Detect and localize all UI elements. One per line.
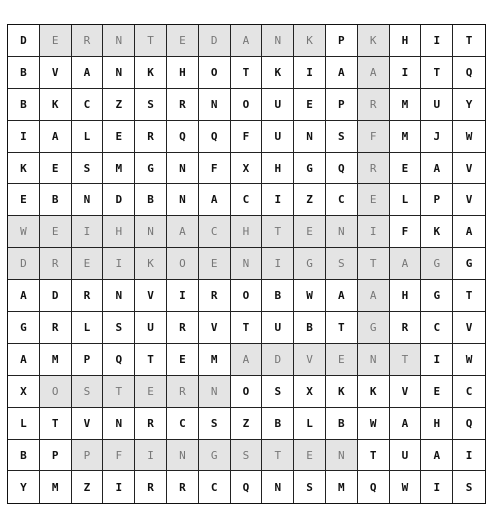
letter-cell[interactable]: R: [199, 280, 231, 312]
letter-cell[interactable]: N: [262, 471, 294, 503]
letter-cell[interactable]: N: [103, 408, 135, 440]
letter-cell[interactable]: R: [167, 376, 199, 408]
word-search-grid: [7, 24, 486, 504]
letter-cell[interactable]: G: [421, 280, 453, 312]
letter-cell[interactable]: R: [167, 312, 199, 344]
letter-cell[interactable]: J: [421, 121, 453, 153]
letter-cell[interactable]: N: [167, 184, 199, 216]
letter-cell[interactable]: G: [421, 248, 453, 280]
letter-cell[interactable]: X: [231, 153, 263, 185]
letter-cell[interactable]: O: [231, 376, 263, 408]
letter-cell[interactable]: O: [40, 376, 72, 408]
letter-cell[interactable]: Q: [326, 153, 358, 185]
letter-cell[interactable]: B: [294, 312, 326, 344]
letter-cell[interactable]: E: [40, 25, 72, 57]
letter-cell[interactable]: W: [453, 344, 485, 376]
letter-cell[interactable]: C: [167, 408, 199, 440]
letter-cell[interactable]: T: [231, 312, 263, 344]
letter-cell[interactable]: E: [326, 344, 358, 376]
letter-cell[interactable]: I: [167, 280, 199, 312]
letter-cell[interactable]: R: [358, 89, 390, 121]
letter-cell[interactable]: Z: [294, 184, 326, 216]
letter-cell[interactable]: C: [199, 471, 231, 503]
letter-cell[interactable]: T: [262, 440, 294, 472]
letter-cell[interactable]: A: [40, 121, 72, 153]
letter-cell[interactable]: M: [390, 121, 422, 153]
letter-cell[interactable]: K: [135, 57, 167, 89]
letter-cell[interactable]: R: [40, 312, 72, 344]
letter-cell[interactable]: B: [262, 408, 294, 440]
letter-cell[interactable]: H: [421, 408, 453, 440]
letter-cell[interactable]: I: [72, 216, 104, 248]
letter-cell[interactable]: I: [135, 440, 167, 472]
letter-cell[interactable]: B: [262, 280, 294, 312]
letter-cell[interactable]: O: [231, 89, 263, 121]
letter-cell[interactable]: A: [390, 408, 422, 440]
letter-cell[interactable]: E: [199, 248, 231, 280]
letter-cell[interactable]: I: [390, 57, 422, 89]
letter-cell[interactable]: B: [40, 184, 72, 216]
letter-cell[interactable]: S: [72, 376, 104, 408]
letter-cell[interactable]: X: [8, 376, 40, 408]
letter-cell[interactable]: S: [326, 248, 358, 280]
letter-cell[interactable]: N: [103, 57, 135, 89]
letter-cell[interactable]: M: [326, 471, 358, 503]
letter-cell[interactable]: T: [231, 57, 263, 89]
letter-cell[interactable]: N: [326, 216, 358, 248]
letter-cell[interactable]: H: [167, 57, 199, 89]
letter-cell[interactable]: F: [103, 440, 135, 472]
letter-cell[interactable]: R: [167, 89, 199, 121]
letter-cell[interactable]: G: [8, 312, 40, 344]
letter-cell[interactable]: M: [103, 153, 135, 185]
letter-cell[interactable]: I: [358, 216, 390, 248]
letter-cell[interactable]: S: [103, 312, 135, 344]
letter-cell[interactable]: A: [421, 440, 453, 472]
letter-cell[interactable]: P: [72, 440, 104, 472]
letter-cell[interactable]: S: [72, 153, 104, 185]
letter-cell[interactable]: G: [358, 312, 390, 344]
letter-cell[interactable]: E: [135, 376, 167, 408]
letter-cell[interactable]: V: [390, 376, 422, 408]
letter-cell[interactable]: S: [453, 471, 485, 503]
letter-cell[interactable]: R: [72, 280, 104, 312]
letter-cell[interactable]: Z: [72, 471, 104, 503]
letter-cell[interactable]: R: [135, 121, 167, 153]
letter-cell[interactable]: E: [358, 184, 390, 216]
letter-cell[interactable]: U: [390, 440, 422, 472]
letter-cell[interactable]: S: [326, 121, 358, 153]
letter-cell[interactable]: C: [199, 216, 231, 248]
letter-cell[interactable]: G: [294, 153, 326, 185]
letter-cell[interactable]: I: [421, 25, 453, 57]
letter-cell[interactable]: E: [40, 216, 72, 248]
letter-cell[interactable]: E: [40, 153, 72, 185]
letter-cell[interactable]: N: [72, 184, 104, 216]
letter-cell[interactable]: W: [358, 408, 390, 440]
letter-cell[interactable]: M: [199, 344, 231, 376]
letter-cell[interactable]: H: [390, 280, 422, 312]
letter-cell[interactable]: S: [262, 376, 294, 408]
letter-cell[interactable]: E: [72, 248, 104, 280]
letter-cell[interactable]: H: [103, 216, 135, 248]
letter-cell[interactable]: T: [40, 408, 72, 440]
letter-cell[interactable]: T: [103, 376, 135, 408]
letter-cell[interactable]: G: [294, 248, 326, 280]
letter-cell[interactable]: T: [135, 25, 167, 57]
letter-cell[interactable]: X: [294, 376, 326, 408]
letter-cell[interactable]: T: [358, 248, 390, 280]
letter-cell[interactable]: V: [135, 280, 167, 312]
letter-cell[interactable]: G: [453, 248, 485, 280]
letter-cell[interactable]: M: [390, 89, 422, 121]
letter-cell[interactable]: M: [40, 344, 72, 376]
letter-cell[interactable]: A: [72, 57, 104, 89]
letter-cell[interactable]: S: [294, 471, 326, 503]
letter-cell[interactable]: A: [326, 57, 358, 89]
letter-cell[interactable]: C: [453, 376, 485, 408]
letter-cell[interactable]: A: [231, 344, 263, 376]
letter-cell[interactable]: U: [262, 89, 294, 121]
letter-cell[interactable]: F: [231, 121, 263, 153]
letter-cell[interactable]: T: [453, 280, 485, 312]
letter-cell[interactable]: I: [421, 344, 453, 376]
letter-cell[interactable]: D: [262, 344, 294, 376]
letter-cell[interactable]: A: [421, 153, 453, 185]
letter-cell[interactable]: P: [40, 440, 72, 472]
letter-cell[interactable]: A: [199, 184, 231, 216]
letter-cell[interactable]: R: [135, 408, 167, 440]
letter-cell[interactable]: B: [135, 184, 167, 216]
letter-cell[interactable]: P: [326, 89, 358, 121]
letter-cell[interactable]: C: [72, 89, 104, 121]
letter-cell[interactable]: C: [231, 184, 263, 216]
letter-cell[interactable]: B: [8, 57, 40, 89]
letter-cell[interactable]: E: [294, 216, 326, 248]
letter-cell[interactable]: T: [453, 25, 485, 57]
letter-cell[interactable]: F: [390, 216, 422, 248]
letter-cell[interactable]: Q: [167, 121, 199, 153]
letter-cell[interactable]: R: [390, 312, 422, 344]
letter-cell[interactable]: W: [390, 471, 422, 503]
letter-cell[interactable]: N: [294, 121, 326, 153]
letter-cell[interactable]: E: [294, 89, 326, 121]
letter-cell[interactable]: K: [326, 376, 358, 408]
letter-cell[interactable]: S: [199, 408, 231, 440]
letter-cell[interactable]: V: [40, 57, 72, 89]
letter-cell[interactable]: N: [103, 280, 135, 312]
letter-cell[interactable]: Z: [103, 89, 135, 121]
letter-cell[interactable]: U: [135, 312, 167, 344]
letter-cell[interactable]: Q: [453, 408, 485, 440]
letter-cell[interactable]: A: [390, 248, 422, 280]
letter-cell[interactable]: L: [8, 408, 40, 440]
letter-cell[interactable]: A: [358, 57, 390, 89]
letter-cell[interactable]: K: [262, 57, 294, 89]
letter-cell[interactable]: S: [135, 89, 167, 121]
letter-cell[interactable]: U: [421, 89, 453, 121]
letter-cell[interactable]: L: [390, 184, 422, 216]
letter-cell[interactable]: T: [421, 57, 453, 89]
letter-cell[interactable]: N: [262, 25, 294, 57]
letter-cell[interactable]: A: [167, 216, 199, 248]
letter-cell[interactable]: H: [262, 153, 294, 185]
letter-cell[interactable]: Q: [358, 471, 390, 503]
letter-cell[interactable]: L: [72, 121, 104, 153]
letter-cell[interactable]: I: [262, 248, 294, 280]
letter-cell[interactable]: A: [231, 25, 263, 57]
letter-cell[interactable]: K: [421, 216, 453, 248]
letter-cell[interactable]: D: [40, 280, 72, 312]
letter-cell[interactable]: A: [358, 280, 390, 312]
letter-cell[interactable]: K: [358, 25, 390, 57]
letter-cell[interactable]: D: [103, 184, 135, 216]
letter-cell[interactable]: F: [358, 121, 390, 153]
letter-cell[interactable]: N: [167, 440, 199, 472]
letter-cell[interactable]: Q: [103, 344, 135, 376]
letter-cell[interactable]: N: [231, 248, 263, 280]
letter-cell[interactable]: V: [453, 153, 485, 185]
letter-cell[interactable]: U: [262, 312, 294, 344]
letter-cell[interactable]: O: [167, 248, 199, 280]
letter-cell[interactable]: K: [358, 376, 390, 408]
letter-cell[interactable]: E: [167, 25, 199, 57]
letter-cell[interactable]: O: [199, 57, 231, 89]
letter-cell[interactable]: N: [199, 89, 231, 121]
letter-cell[interactable]: I: [453, 440, 485, 472]
letter-cell[interactable]: E: [103, 121, 135, 153]
letter-cell[interactable]: A: [453, 216, 485, 248]
letter-cell[interactable]: G: [135, 153, 167, 185]
letter-cell[interactable]: N: [167, 153, 199, 185]
letter-cell[interactable]: E: [294, 440, 326, 472]
letter-cell[interactable]: R: [167, 471, 199, 503]
letter-cell[interactable]: O: [231, 280, 263, 312]
letter-cell[interactable]: H: [231, 216, 263, 248]
letter-cell[interactable]: L: [294, 408, 326, 440]
letter-cell[interactable]: D: [8, 25, 40, 57]
letter-cell[interactable]: M: [40, 471, 72, 503]
letter-cell[interactable]: F: [199, 153, 231, 185]
letter-cell[interactable]: L: [72, 312, 104, 344]
letter-cell[interactable]: B: [8, 89, 40, 121]
letter-cell[interactable]: T: [358, 440, 390, 472]
letter-cell[interactable]: K: [135, 248, 167, 280]
letter-cell[interactable]: A: [326, 280, 358, 312]
letter-cell[interactable]: K: [8, 153, 40, 185]
letter-cell[interactable]: U: [262, 121, 294, 153]
letter-cell[interactable]: K: [294, 25, 326, 57]
letter-cell[interactable]: T: [262, 216, 294, 248]
letter-cell[interactable]: W: [453, 121, 485, 153]
letter-cell[interactable]: C: [421, 312, 453, 344]
letter-cell[interactable]: W: [294, 280, 326, 312]
letter-cell[interactable]: D: [8, 248, 40, 280]
letter-cell[interactable]: P: [326, 25, 358, 57]
letter-cell[interactable]: V: [453, 184, 485, 216]
letter-cell[interactable]: I: [103, 248, 135, 280]
letter-cell[interactable]: V: [199, 312, 231, 344]
letter-cell[interactable]: I: [294, 57, 326, 89]
letter-cell[interactable]: N: [199, 376, 231, 408]
letter-cell[interactable]: R: [40, 248, 72, 280]
letter-cell[interactable]: B: [8, 440, 40, 472]
letter-cell[interactable]: R: [358, 153, 390, 185]
letter-cell[interactable]: S: [231, 440, 263, 472]
letter-cell[interactable]: E: [390, 153, 422, 185]
letter-cell[interactable]: E: [167, 344, 199, 376]
letter-cell[interactable]: N: [103, 25, 135, 57]
letter-cell[interactable]: C: [326, 184, 358, 216]
letter-cell[interactable]: H: [390, 25, 422, 57]
letter-cell[interactable]: E: [421, 376, 453, 408]
letter-cell[interactable]: T: [135, 344, 167, 376]
letter-cell[interactable]: Y: [453, 89, 485, 121]
letter-cell[interactable]: Z: [231, 408, 263, 440]
letter-cell[interactable]: I: [103, 471, 135, 503]
letter-cell[interactable]: D: [199, 25, 231, 57]
letter-cell[interactable]: A: [8, 344, 40, 376]
letter-cell[interactable]: A: [8, 280, 40, 312]
letter-cell[interactable]: E: [8, 184, 40, 216]
letter-cell[interactable]: Q: [199, 121, 231, 153]
letter-cell[interactable]: I: [8, 121, 40, 153]
letter-cell[interactable]: N: [358, 344, 390, 376]
letter-cell[interactable]: K: [40, 89, 72, 121]
letter-cell[interactable]: I: [421, 471, 453, 503]
letter-cell[interactable]: I: [262, 184, 294, 216]
letter-cell[interactable]: Q: [453, 57, 485, 89]
letter-cell[interactable]: W: [8, 216, 40, 248]
letter-cell[interactable]: T: [390, 344, 422, 376]
letter-cell[interactable]: N: [135, 216, 167, 248]
letter-cell[interactable]: P: [72, 344, 104, 376]
letter-cell[interactable]: B: [326, 408, 358, 440]
letter-cell[interactable]: T: [326, 312, 358, 344]
letter-cell[interactable]: V: [453, 312, 485, 344]
letter-cell[interactable]: N: [326, 440, 358, 472]
letter-cell[interactable]: V: [72, 408, 104, 440]
letter-cell[interactable]: Q: [231, 471, 263, 503]
letter-cell[interactable]: G: [199, 440, 231, 472]
letter-cell[interactable]: R: [135, 471, 167, 503]
letter-cell[interactable]: Y: [8, 471, 40, 503]
letter-cell[interactable]: P: [421, 184, 453, 216]
letter-cell[interactable]: R: [72, 25, 104, 57]
letter-cell[interactable]: V: [294, 344, 326, 376]
